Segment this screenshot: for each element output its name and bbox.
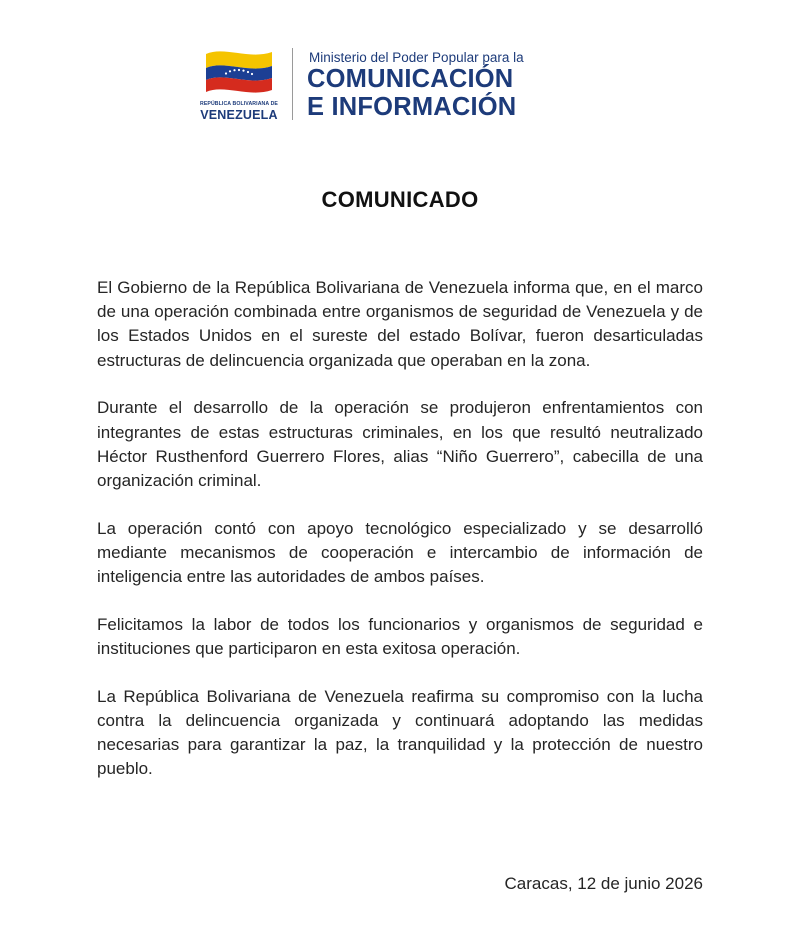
document-title: COMUNICADO <box>321 187 479 212</box>
ministry-prefix: Ministerio del Poder Popular para la <box>309 50 524 65</box>
logo-country-label: VENEZUELA <box>200 108 278 122</box>
paragraph-5: La República Bolivariana de Venezuela reafirma su compromiso con la lucha contra la delincuencia organizada y continuará adoptando las medidas necesarias para garantizar la paz, la tranquilidad y la protección de nuestro pueblo. <box>97 686 703 779</box>
paragraph-1: El Gobierno de la República Bolivariana de Venezuela informa que, en el marco de una operación combinada entre organismos de seguridad de Venezuela y de los Estados Unidos en el sureste del estado Bolívar, fueron desarticuladas estructuras de delincuencia organizada que operaban en la zona. <box>97 278 703 370</box>
ministry-header <box>198 46 538 130</box>
ministry-name-line2: E INFORMACIÓN <box>307 93 517 121</box>
logo-republic-label: REPÚBLICA BOLIVARIANA DE <box>199 101 278 107</box>
ministry-name-line1: COMUNICACIÓN <box>307 65 514 93</box>
header-divider <box>292 48 293 120</box>
venezuela-flag-icon <box>204 48 274 96</box>
place-date-signoff: Caracas, 12 de junio 2026 <box>504 874 703 893</box>
document-body <box>97 276 703 805</box>
paragraph-4: Felicitamos la labor de todos los funcionarios y organismos de seguridad e instituciones que participaron en esta exitosa operación. <box>97 614 703 658</box>
paragraph-3: La operación contó con apoyo tecnológico especializado y se desarrolló mediante mecanismos de cooperación e intercambio de información de inteligencia entre las autoridades de ambos países. <box>97 518 703 587</box>
paragraph-2: Durante el desarrollo de la operación se produjeron enfrentamientos con integrantes de estas estructuras criminales, en los que resultó neutralizado Héctor Rusthenford Guerrero Flores, alias “Niño Guerrero”, cabecilla de una organización criminal. <box>97 398 703 490</box>
venezuela-logo <box>198 46 280 126</box>
